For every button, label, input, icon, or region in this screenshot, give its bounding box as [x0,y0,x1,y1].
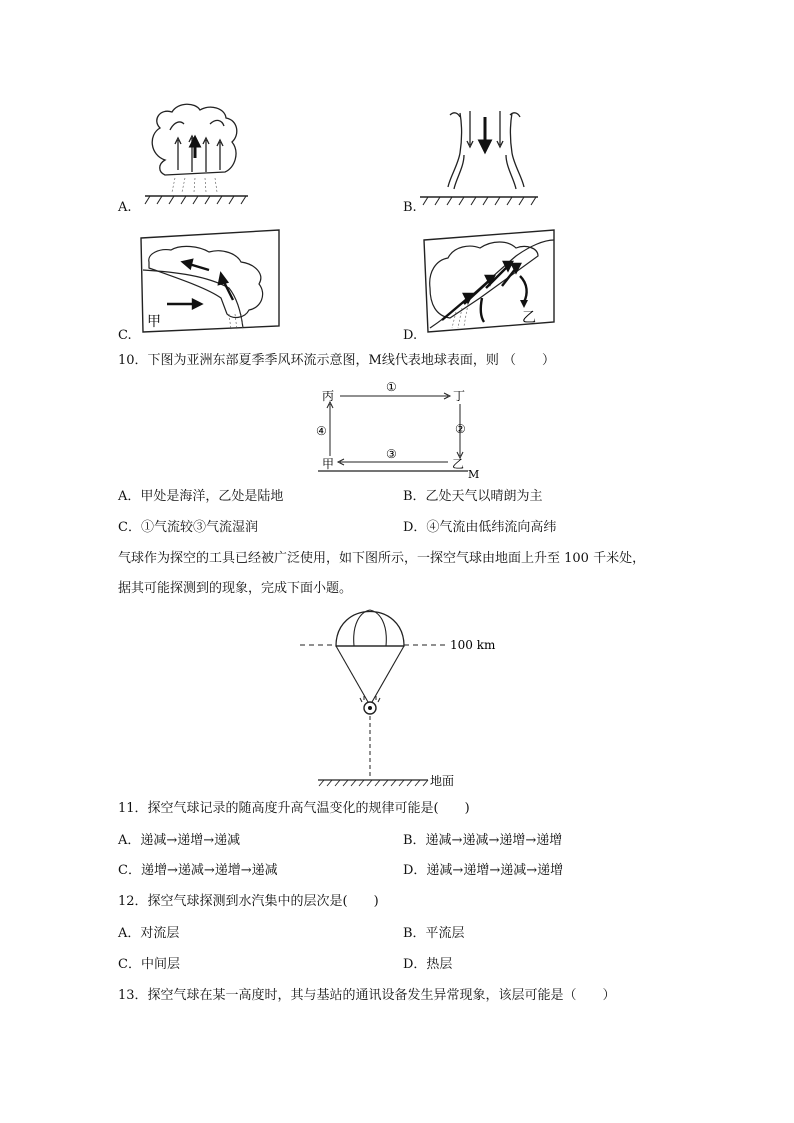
q10-option-b[interactable]: B．乙处天气以晴朗为主 [403,489,543,504]
option-d-label: D. [403,328,418,343]
label-jia-c: 甲 [147,314,161,330]
balloon-canopy [336,612,404,647]
q10-label-bing: 丙 [322,389,335,403]
q11-option-c[interactable]: C．递增→递减→递增→递减 [118,863,278,878]
sketch-b [420,105,540,210]
q12-option-d[interactable]: D．热层 [403,957,453,972]
q10-label-ding: 丁 [453,389,466,403]
q10-option-a[interactable]: A．甲处是海洋，乙处是陆地 [118,489,284,504]
ground-label: 地面 [430,774,455,788]
q10-label-m: M [468,468,480,481]
q12-option-a[interactable]: A．对流层 [118,926,180,941]
q10-arrow-4: ④ [316,424,327,438]
q12-stem: 12．探空气球探测到水汽集中的层次是( ) [118,894,379,909]
figure-q9 [0,0,794,350]
q10-arrow-2: ② [455,422,466,436]
balloon-figure [300,606,500,791]
q11-option-d[interactable]: D．递减→递增→递减→递增 [403,863,564,878]
q13-stem: 13．探空气球在某一高度时，其与基站的通讯设备发生异常现象，该层可能是（ ） [118,988,616,1003]
q10-diagram [318,378,488,484]
sketch-d [420,228,558,336]
intro-line-2: 据其可能探测到的现象，完成下面小题。 [118,581,353,596]
q12-option-c[interactable]: C．中间层 [118,957,180,972]
altitude-label: 100 km [450,638,496,652]
q10-label-yi: 乙 [452,457,465,471]
intro-line-1: 气球作为探空的工具已经被广泛使用，如下图所示，一探空气球由地面上升至 100 千米处， [118,551,646,566]
q11-stem: 11．探空气球记录的随高度升高气温变化的规律可能是( ) [118,801,470,816]
q10-option-c[interactable]: C．①气流较③气流湿润 [118,520,258,535]
q10-label-jia: 甲 [322,457,335,471]
q10-arrow-1: ① [386,380,397,394]
option-a-label: A. [118,200,132,215]
q10-stem: 10．下图为亚洲东部夏季季风环流示意图，M线代表地球表面，则 （ ） [118,353,555,368]
q11-option-b[interactable]: B．递减→递减→递增→递增 [403,833,563,848]
sketch-c [137,228,282,336]
q10-arrow-3: ③ [386,447,397,461]
option-b-label: B. [403,200,417,215]
label-yi-d: 乙 [522,310,536,326]
option-c-label: C. [118,328,132,343]
q12-option-b[interactable]: B．平流层 [403,926,465,941]
q11-option-a[interactable]: A．递减→递增→递减 [118,833,241,848]
sketch-a [140,100,250,210]
q10-option-d[interactable]: D．④气流由低纬流向高纬 [403,520,557,535]
